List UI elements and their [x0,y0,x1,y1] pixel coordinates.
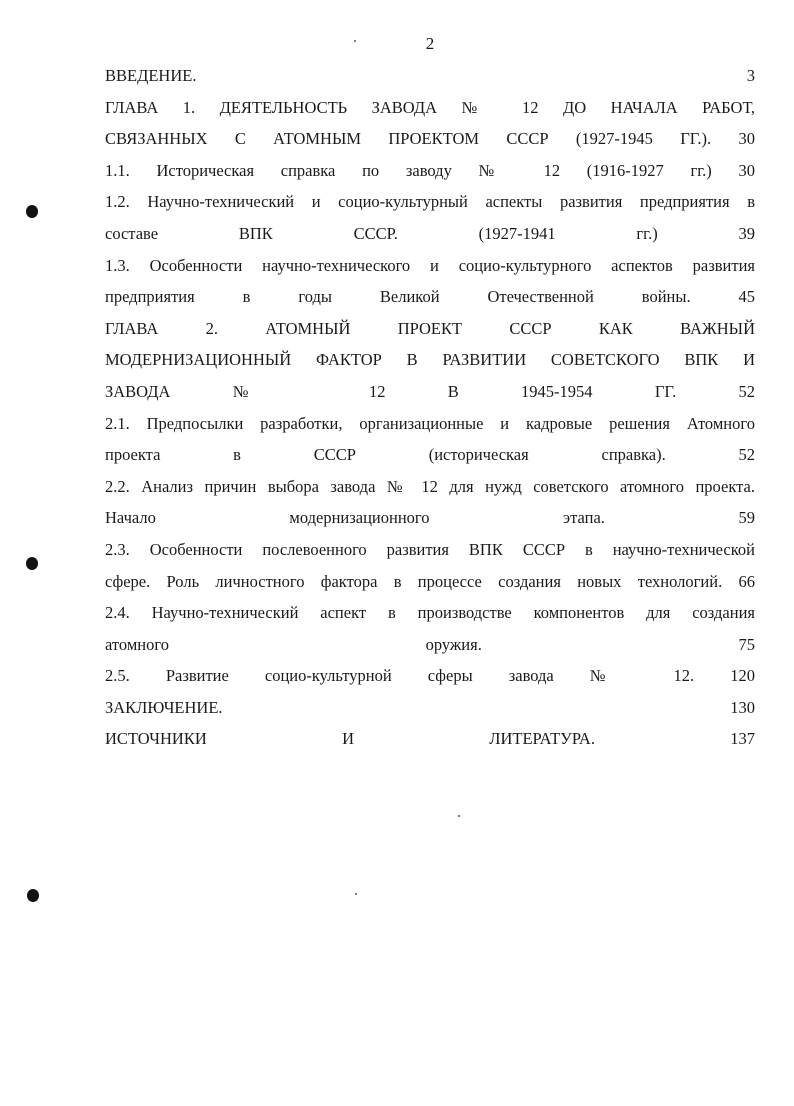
toc-entry-title: ЗАВОДА № 12 В 1945-1954 ГГ. [105,381,677,401]
toc-entry-title: 1.3. Особенности научно-технического и социо-культурного аспектов развития [105,255,755,275]
toc-entry-title: 1.1. Историческая справка по заводу № 12 (1916-1927 гг.) [105,160,712,180]
toc-entry-page: 30 [738,160,755,180]
binding-hole-mark [26,557,38,570]
toc-entry-title: 2.5. Развитие социо-культурной сферы завода № 12. [105,666,695,686]
toc-entry-chapter-2-line-3[interactable] [105,376,755,408]
toc-entry-1-3-line-2[interactable] [105,281,755,313]
toc-entry-page: 120 [730,666,756,686]
scan-speck [458,815,460,817]
toc-entry-page: 59 [738,508,755,528]
toc-entry-chapter-2-line-1[interactable] [105,313,755,345]
toc-entry-1-2-line-2[interactable] [105,218,755,250]
toc-entry-introduction[interactable] [105,60,755,92]
toc-entry-page: 30 [738,129,756,149]
toc-entry-title: ИСТОЧНИКИ И ЛИТЕРАТУРА. [105,729,595,749]
toc-entry-title: составе ВПК СССР. (1927-1941 гг.) [105,223,658,243]
toc-entry-page: 52 [738,445,756,465]
toc-entry-title: предприятия в годы Великой Отечественной войны. [105,287,691,307]
toc-entry-1-2-line-1[interactable] [105,186,755,218]
toc-entry-title: ГЛАВА 2. АТОМНЫЙ ПРОЕКТ СССР КАК ВАЖНЫЙ [105,318,755,338]
binding-hole-mark [26,205,38,218]
toc-entry-2-3-line-2[interactable] [105,566,755,598]
toc-entry-title: ЗАКЛЮЧЕНИЕ. [105,697,223,717]
toc-entry-2-1-line-1[interactable] [105,408,755,440]
toc-entry-page: 66 [738,571,756,591]
toc-entry-page: 130 [730,697,755,717]
toc-entry-title: 2.4. Научно-технический аспект в производстве компонентов для создания [105,603,755,623]
toc-entry-2-5[interactable] [105,660,755,692]
toc-entry-title: Начало модернизационного этапа. [105,508,605,528]
toc-entry-title: МОДЕРНИЗАЦИОННЫЙ ФАКТОР В РАЗВИТИИ СОВЕТСКОГО ВПК И [105,350,755,370]
toc-entry-title: 2.1. Предпосылки разработки, организационные и кадровые решения Атомного [105,413,755,433]
toc-entry-page: 52 [738,381,755,401]
toc-entry-title: СВЯЗАННЫХ С АТОМНЫМ ПРОЕКТОМ СССР (1927-1945 ГГ.). [105,129,712,149]
scan-speck [355,893,357,895]
toc-entry-chapter-1-line-2[interactable] [105,123,755,155]
toc-entry-conclusion[interactable] [105,692,755,724]
toc-entry-2-4-line-2[interactable] [105,629,755,661]
toc-entry-2-3-line-1[interactable] [105,534,755,566]
toc-entry-chapter-2-line-2[interactable] [105,344,755,376]
toc-entry-title: ГЛАВА 1. ДЕЯТЕЛЬНОСТЬ ЗАВОДА № 12 ДО НАЧАЛА РАБОТ, [105,97,755,117]
toc-entry-title: проекта в СССР (историческая справка). [105,445,666,465]
toc-entry-1-3-line-1[interactable] [105,250,755,282]
toc-entry-title: 2.2. Анализ причин выбора завода № 12 для нужд советского атомного проекта. [105,476,755,496]
scan-speck [354,40,356,42]
table-of-contents [105,60,755,755]
toc-entry-page: 137 [730,729,756,749]
toc-entry-title: 2.3. Особенности послевоенного развития ВПК СССР в научно-технической [105,539,755,559]
toc-entry-2-4-line-1[interactable] [105,597,755,629]
toc-entry-page: 3 [746,66,755,85]
toc-entry-page: 45 [738,287,756,307]
toc-entry-title: 1.2. Научно-технический и социо-культурный аспекты развития предприятия в [105,192,755,212]
toc-entry-chapter-1-line-1[interactable] [105,92,755,124]
page-number: 2 [425,34,435,53]
toc-entry-page: 39 [738,223,755,243]
toc-entry-title: атомного оружия. [105,634,482,654]
toc-entry-2-2-line-1[interactable] [105,471,755,503]
toc-entry-title: сфере. Роль личностного фактора в процессе создания новых технологий. [105,571,723,591]
toc-entry-sources[interactable] [105,723,755,755]
toc-entry-title: ВВЕДЕНИЕ. [105,66,197,85]
toc-entry-2-2-line-2[interactable] [105,502,755,534]
toc-entry-2-1-line-2[interactable] [105,439,755,471]
binding-hole-mark [27,889,39,902]
toc-entry-page: 75 [738,634,755,654]
toc-entry-1-1[interactable] [105,155,755,187]
